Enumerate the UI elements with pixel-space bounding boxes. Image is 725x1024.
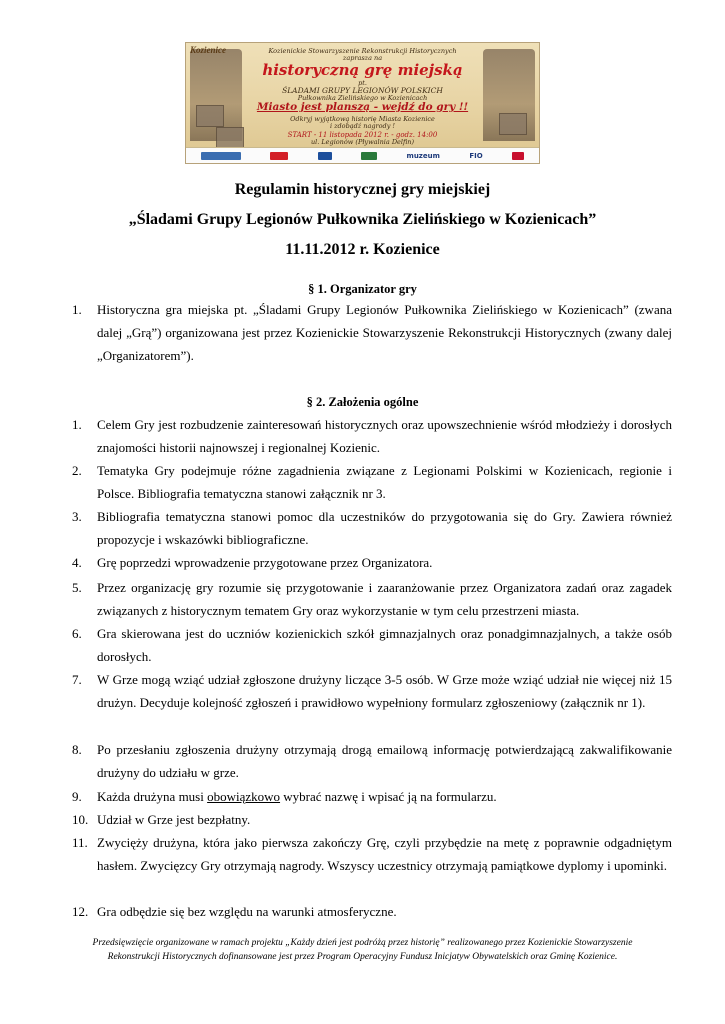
poster-place: ul. Legionów (Pływalnia Delfin) [310,138,415,146]
list-item-text [97,785,672,808]
list-item-number: 9. [72,789,82,804]
list-item [72,900,672,923]
list-item [72,808,672,831]
list-item-text: Po przesłaniu zgłoszenia drużyny otrzymają drogą emailową informację potwierdzającą zakwalifikowanie drużyny do udziału w grze. [97,742,672,780]
list-item [72,413,672,459]
list-item-text: W Grze mogą wziąć udział zgłoszone drużyny liczące 3-5 osób. W Grze może wziąć udział nie więcej niż 15 drużyn. Decyduje kolejność zgłoszeń i prawidłowo wypełniony formularz zgłoszeniowy (załącznik nr 1). [97,672,672,710]
poster-slogan: Miasto jest planszą - wejdź do gry !! [256,101,469,113]
list-item-number: 4. [72,555,82,570]
list-item [72,505,672,551]
list-item [72,785,672,808]
poster-brand-logo: Kozienice [190,45,226,55]
date-location-heading: 11.11.2012 r. Kozienice [285,241,440,258]
game-name-heading: „Śladami Grupy Legionów Pułkownika Zielińskiego w Kozienicach” [128,211,597,228]
poster-discover: Odkryj wyjątkową historię Miasta Kozienice [290,115,435,123]
poster-invite: zaprasza na [342,54,383,62]
poster-subtitle-pt: pt. [358,79,367,87]
list-item-number: 2. [72,463,82,478]
list-item [72,668,672,714]
list-item-text: Bibliografia tematyczna stanowi pomoc dla uczestników do przygotowania się do Gry. Zawiera również propozycje i wskazówki bibliograficzne. [97,509,672,547]
list-item-text: Przez organizację gry rozumie się przygotowanie i zaaranżowanie przez Organizatora zadań oraz zagadek związanych z historycznym tematem Gry oraz wykorzystanie w tym celu przestrzeni miasta. [97,580,672,618]
sponsor-logo [361,152,377,160]
poster-game-title: historyczną grę miejską [262,61,463,79]
sponsor-logo-muzeum: muzeum [406,151,440,160]
poster-subtitle-2: Pułkownika Zielińskiego w Kozienicach [297,94,428,102]
list-item [72,738,672,784]
list-item-number: 10. [72,812,89,827]
list-item-number: 12. [72,904,89,919]
sponsor-logo [318,152,332,160]
list-item [72,576,672,622]
list-item-text-part: wybrać nazwę i wpisać ją na formularzu. [280,789,497,804]
list-item-number: 5. [72,580,82,595]
list-item-number: 7. [72,672,82,687]
sponsor-logo-fio: FIO [469,151,483,160]
list-item-number: 8. [72,742,82,757]
poster-org-line: Kozienickie Stowarzyszenie Rekonstrukcji Historycznych [268,47,457,55]
list-item [72,551,672,574]
regulation-title: Regulamin historycznej gry miejskiej [234,181,491,198]
emphasized-word: obowiązkowo [207,789,281,804]
poster-prizes: i zdobądź nagrody ! [329,122,396,130]
list-item-number: 1. [72,417,82,432]
footer-line-1: Przedsięwzięcie organizowane w ramach projektu „Każdy dzień jest podróżą przez historię” realizowanego przez Kozienickie Stowarzyszenie [92,938,633,948]
section-2-title: § 2. Założenia ogólne [306,395,419,409]
list-item [72,459,672,505]
list-item-text: Udział w Grze jest bezpłatny. [97,812,251,827]
list-item-text: Celem Gry jest rozbudzenie zainteresowań historycznych oraz upowszechnienie wśród młodzieży i dorosłych znajomości historii najnowszej i regionalnej Kozienic. [97,417,672,455]
poster-start: START - 11 listopada 2012 r. - godz. 14:00 [287,131,438,139]
sponsor-logo [270,152,288,160]
list-item-number: 1. [72,302,82,317]
list-item-number: 11. [72,835,88,850]
sponsor-logo-strip [186,147,539,163]
sponsor-logo [201,152,241,160]
event-poster [185,42,540,164]
list-item-text: Gra skierowana jest do uczniów kozienickich szkół gimnazjalnych oraz ponadgimnazjalnych, a także osób dorosłych. [97,626,672,664]
section-1-title: § 1. Organizator gry [308,282,417,296]
funding-footer [50,936,675,964]
list-item-number: 3. [72,509,82,524]
list-item-text: Tematyka Gry podejmuje różne zagadnienia związane z Legionami Polskimi w Kozienicach, regionie i Polsce. Bibliografia tematyczna stanowi załącznik nr 3. [97,463,672,501]
list-item-text: Grę poprzedzi wprowadzenie przygotowane przez Organizatora. [97,555,433,570]
sponsor-logo [512,152,524,160]
list-item-number: 6. [72,626,82,641]
list-item [72,622,672,668]
footer-line-2: Rekonstrukcji Historycznych dofinansowane jest przez Program Operacyjny Fundusz Inicjatyw Obywatelskich oraz Gminę Kozienice. [107,952,618,962]
list-item-text-part: Każda drużyna musi [97,789,208,804]
list-item [72,298,672,367]
list-item-text: Gra odbędzie się bez względu na warunki atmosferyczne. [97,904,397,919]
poster-subtitle: ŚLADAMI GRUPY LEGIONÓW POLSKICH [282,86,443,95]
list-item [72,831,672,877]
list-item-text: Historyczna gra miejska pt. „Śladami Grupy Legionów Pułkownika Zielińskiego w Kozienicach” (zwana dalej „Grą”) organizowana jest przez Kozienickie Stowarzyszenie Rekonstrukcji Historycznych (zwany dalej „Organizatorem”). [97,302,672,363]
list-item-text: Zwycięży drużyna, która jako pierwsza zakończy Grę, czyli przybędzie na metę z poprawnie odgadniętym hasłem. Zwycięzcy Gry otrzymają nagrody. Wszyscy uczestnicy otrzymają pamiątkowe dyplomy i upominki. [97,835,672,873]
